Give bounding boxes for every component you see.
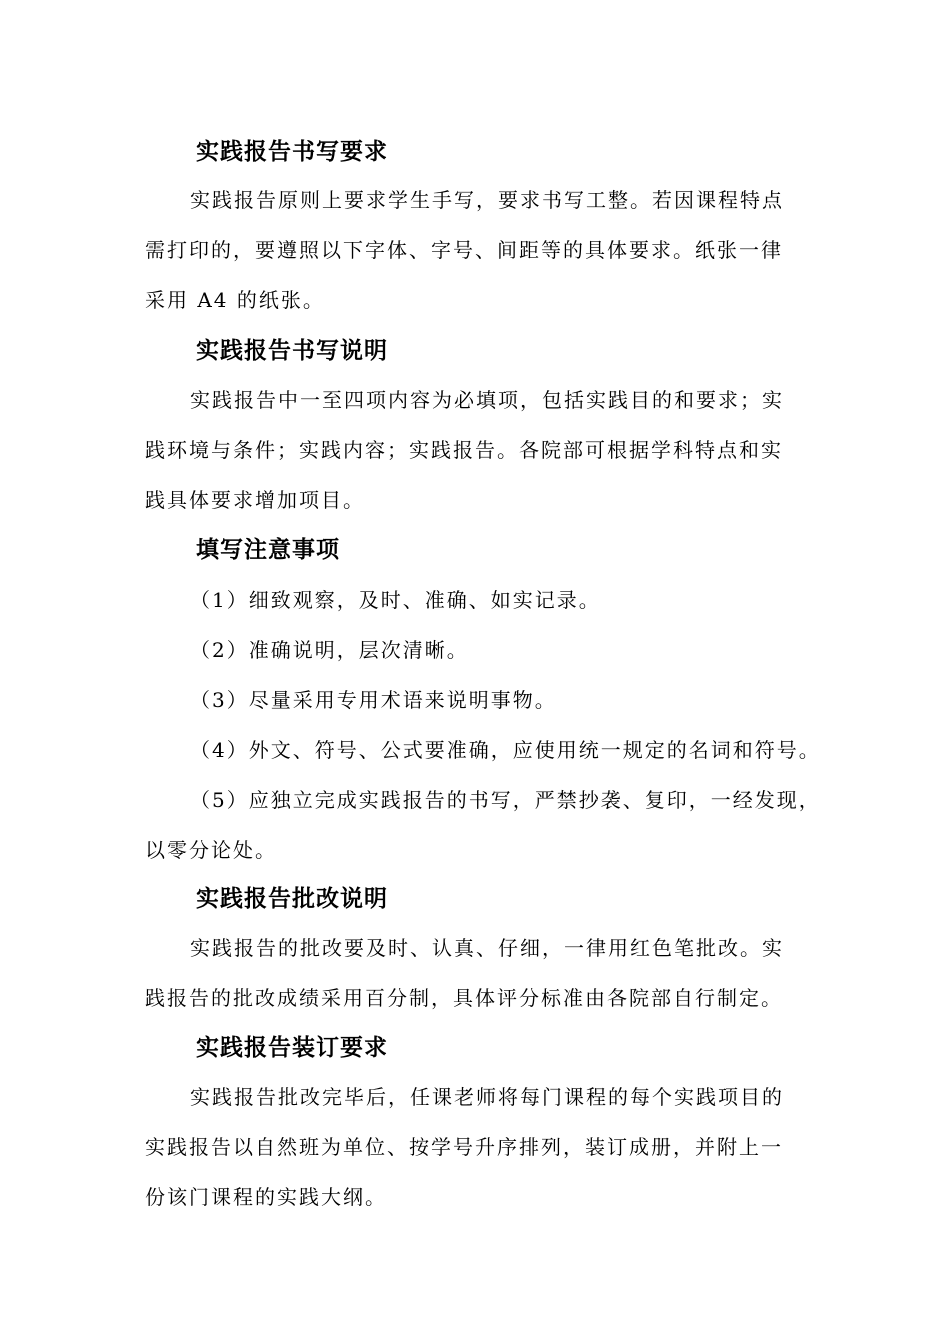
paragraph-line: 实践报告原则上要求学生手写，要求书写工整。若因课程特点 [190, 188, 784, 212]
list-item: （1）细致观察，及时、准确、如实记录。 [190, 588, 601, 612]
paragraph-line: 践环境与条件；实践内容；实践报告。各院部可根据学科特点和实 [145, 438, 783, 462]
paragraph-line: 实践报告以自然班为单位、按学号升序排列，装订成册，并附上一 [145, 1135, 783, 1159]
paragraph-line: 采用 A4 的纸张。 [145, 288, 325, 312]
list-item: （3）尽量采用专用术语来说明事物。 [190, 688, 557, 712]
list-item: （5）应独立完成实践报告的书写，严禁抄袭、复印，一经发现， [190, 788, 821, 812]
list-item: （4）外文、符号、公式要准确，应使用统一规定的名词和符号。 [190, 738, 821, 762]
paragraph-line: 实践报告批改完毕后，任课老师将每门课程的每个实践项目的 [190, 1085, 784, 1109]
heading-writing-requirements: 实践报告书写要求 [196, 139, 388, 165]
paragraph-line: 需打印的，要遵照以下字体、字号、间距等的具体要求。纸张一律 [145, 238, 783, 262]
heading-writing-instructions: 实践报告书写说明 [196, 338, 388, 364]
paragraph-line: 践具体要求增加项目。 [145, 488, 365, 512]
heading-binding-requirements: 实践报告装订要求 [196, 1035, 388, 1061]
heading-notes: 填写注意事项 [196, 537, 340, 563]
paragraph-line: 实践报告中一至四项内容为必填项，包括实践目的和要求；实 [190, 388, 784, 412]
paragraph-line: 实践报告的批改要及时、认真、仔细，一律用红色笔批改。实 [190, 936, 784, 960]
list-item-continuation: 以零分论处。 [145, 838, 277, 862]
list-item: （2）准确说明，层次清晰。 [190, 638, 469, 662]
heading-grading-instructions: 实践报告批改说明 [196, 886, 388, 912]
paragraph-line: 践报告的批改成绩采用百分制，具体评分标准由各院部自行制定。 [145, 986, 783, 1010]
paragraph-line: 份该门课程的实践大纲。 [145, 1185, 387, 1209]
